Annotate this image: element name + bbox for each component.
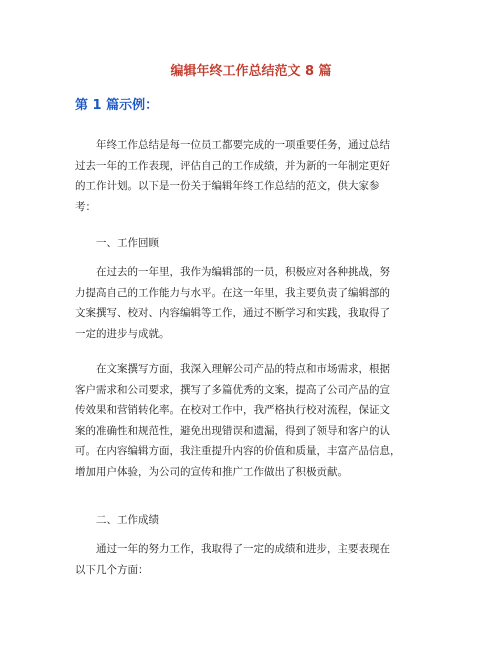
paragraph-line: 案的准确性和规范性，避免出现错误和遗漏，得到了领导和客户的认 (75, 424, 390, 437)
intro-line: 过去一年的工作表现，评估自己的工作成绩，并为新的一年制定更好 (75, 159, 390, 172)
review-paragraph-1 (75, 262, 435, 344)
paragraph-line: 力提高自己的工作能力与水平。在这一年里，我主要负责了编辑部的 (75, 286, 390, 299)
paragraph-line: 传效果和营销转化率。在校对工作中，我严格执行校对流程，保证文 (75, 404, 390, 417)
intro-line: 考： (75, 200, 96, 213)
review-paragraph-2 (75, 359, 435, 483)
paragraph-line: 客户需求和公司要求，撰写了多篇优秀的文案，提高了公司产品的宣 (75, 383, 390, 396)
paragraph-line: 增加用户体验，为公司的宣传和推广工作做出了积极贡献。 (75, 465, 348, 478)
paragraph-line: 在文案撰写方面，我深入理解公司产品的特点和市场需求，根据 (96, 363, 390, 375)
example-heading: 第 1 篇示例： (75, 98, 159, 113)
paragraph-line: 通过一年的努力工作，我取得了一定的成绩和进步，主要表现在 (96, 543, 390, 555)
paragraph-line: 可。在内容编辑方面，我注重提升内容的价值和质量，丰富产品信息， (75, 445, 401, 458)
intro-line: 的工作计划。以下是一份关于编辑年终工作总结的范文，供大家参 (75, 180, 380, 193)
section-heading-review: 一、工作回顾 (96, 237, 159, 249)
paragraph-line: 在过去的一年里，我作为编辑部的一员，积极应对各种挑战，努 (96, 266, 390, 278)
achievements-paragraph (75, 539, 435, 580)
section-heading-achievements: 二、工作成绩 (96, 514, 159, 526)
paragraph-line: 文案撰写、校对、内容编辑等工作，通过不断学习和实践，我取得了 (75, 307, 390, 320)
paragraph-line: 以下几个方面： (75, 563, 149, 576)
intro-paragraph (75, 135, 435, 217)
document-title: 编辑年终工作总结范文 8 篇 (170, 64, 332, 79)
intro-line: 年终工作总结是每一位员工都要完成的一项重要任务，通过总结 (96, 139, 390, 151)
paragraph-line: 一定的进步与成就。 (75, 327, 170, 340)
